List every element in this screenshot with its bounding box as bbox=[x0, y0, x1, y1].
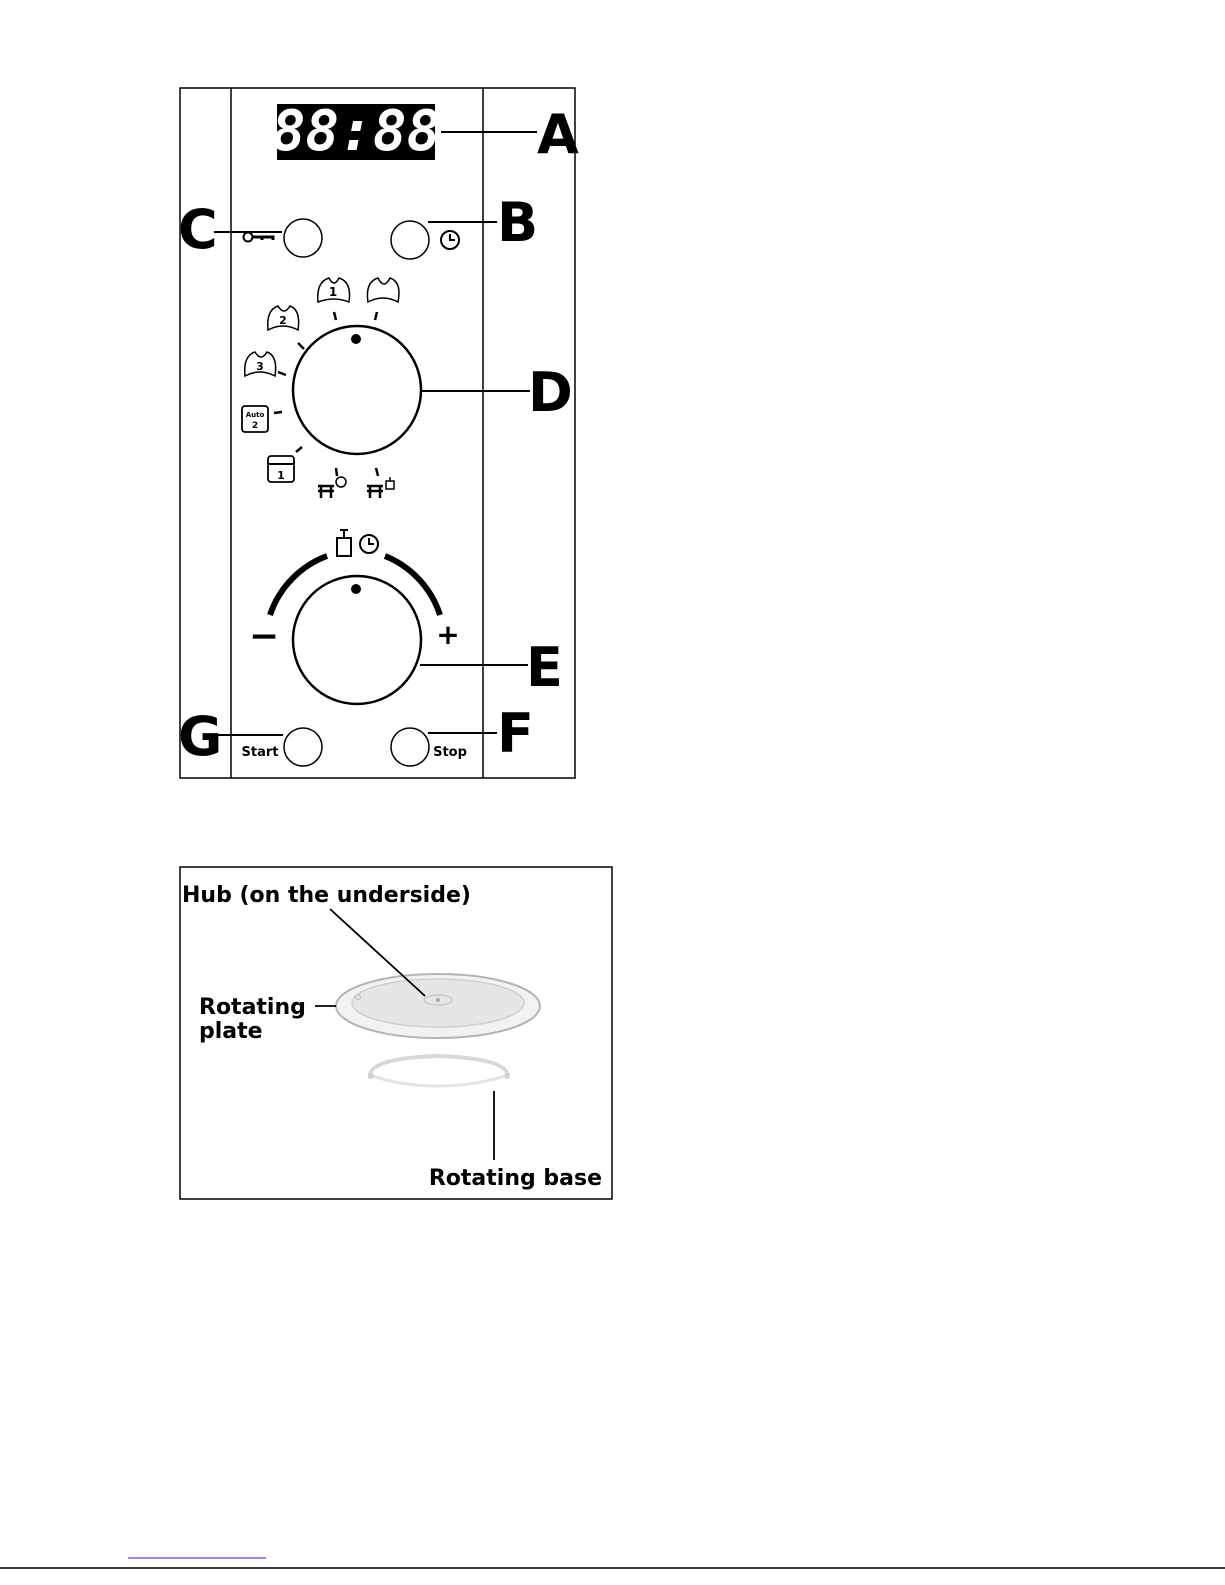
svg-text:2: 2 bbox=[251, 421, 259, 431]
callout-c: C bbox=[178, 198, 218, 261]
plate-label-line-2: plate bbox=[199, 1019, 263, 1044]
stop-button[interactable] bbox=[391, 728, 429, 766]
timer-clock-icon bbox=[360, 535, 378, 553]
callout-e: E bbox=[526, 636, 563, 699]
callout-d: D bbox=[528, 361, 573, 424]
svg-text:1: 1 bbox=[277, 469, 285, 482]
quick-defrost-time-icon bbox=[318, 477, 346, 498]
clock-button[interactable] bbox=[391, 221, 429, 259]
stop-label: Stop bbox=[433, 745, 467, 760]
weight-icon bbox=[337, 530, 351, 556]
weight-defrost-3-icon bbox=[245, 352, 276, 376]
control-panel-figure bbox=[178, 88, 579, 778]
start-button[interactable] bbox=[284, 728, 322, 766]
callout-f: F bbox=[497, 702, 534, 765]
hub-label: Hub (on the underside) bbox=[182, 883, 471, 908]
grill-icon bbox=[367, 278, 399, 302]
auto-cook-2-icon bbox=[242, 406, 268, 432]
start-label: Start bbox=[241, 745, 279, 760]
plate-label-line-1: Rotating bbox=[199, 995, 306, 1020]
door-open-button[interactable] bbox=[284, 219, 322, 257]
rotating-base-illustration bbox=[368, 1056, 510, 1086]
weight-defrost-2-icon bbox=[268, 306, 299, 330]
display-digits: 88:88 bbox=[271, 99, 441, 164]
svg-text:1: 1 bbox=[328, 285, 338, 299]
auto-cook-1-icon bbox=[268, 456, 294, 482]
svg-text:3: 3 bbox=[256, 360, 264, 373]
minus-label: − bbox=[248, 616, 280, 657]
mode-dial[interactable] bbox=[293, 326, 421, 454]
quick-defrost-weight-icon bbox=[367, 477, 394, 498]
digital-display bbox=[272, 99, 441, 164]
base-label: Rotating base bbox=[428, 1166, 602, 1191]
clock-icon bbox=[441, 231, 459, 249]
weight-defrost-1-icon bbox=[318, 278, 350, 302]
rotating-plate-illustration bbox=[336, 974, 540, 1038]
time-weight-dial[interactable] bbox=[293, 576, 421, 704]
key-icon bbox=[244, 233, 274, 242]
svg-text:Auto: Auto bbox=[245, 411, 265, 419]
turntable-figure bbox=[180, 867, 612, 1199]
callout-g: G bbox=[178, 705, 223, 768]
time-weight-dial-indicator-dot bbox=[351, 584, 361, 594]
callout-a: A bbox=[537, 103, 579, 166]
mode-dial-indicator-dot bbox=[351, 334, 361, 344]
svg-text:2: 2 bbox=[279, 314, 287, 327]
plus-label: + bbox=[436, 618, 460, 651]
callout-b: B bbox=[497, 191, 539, 254]
